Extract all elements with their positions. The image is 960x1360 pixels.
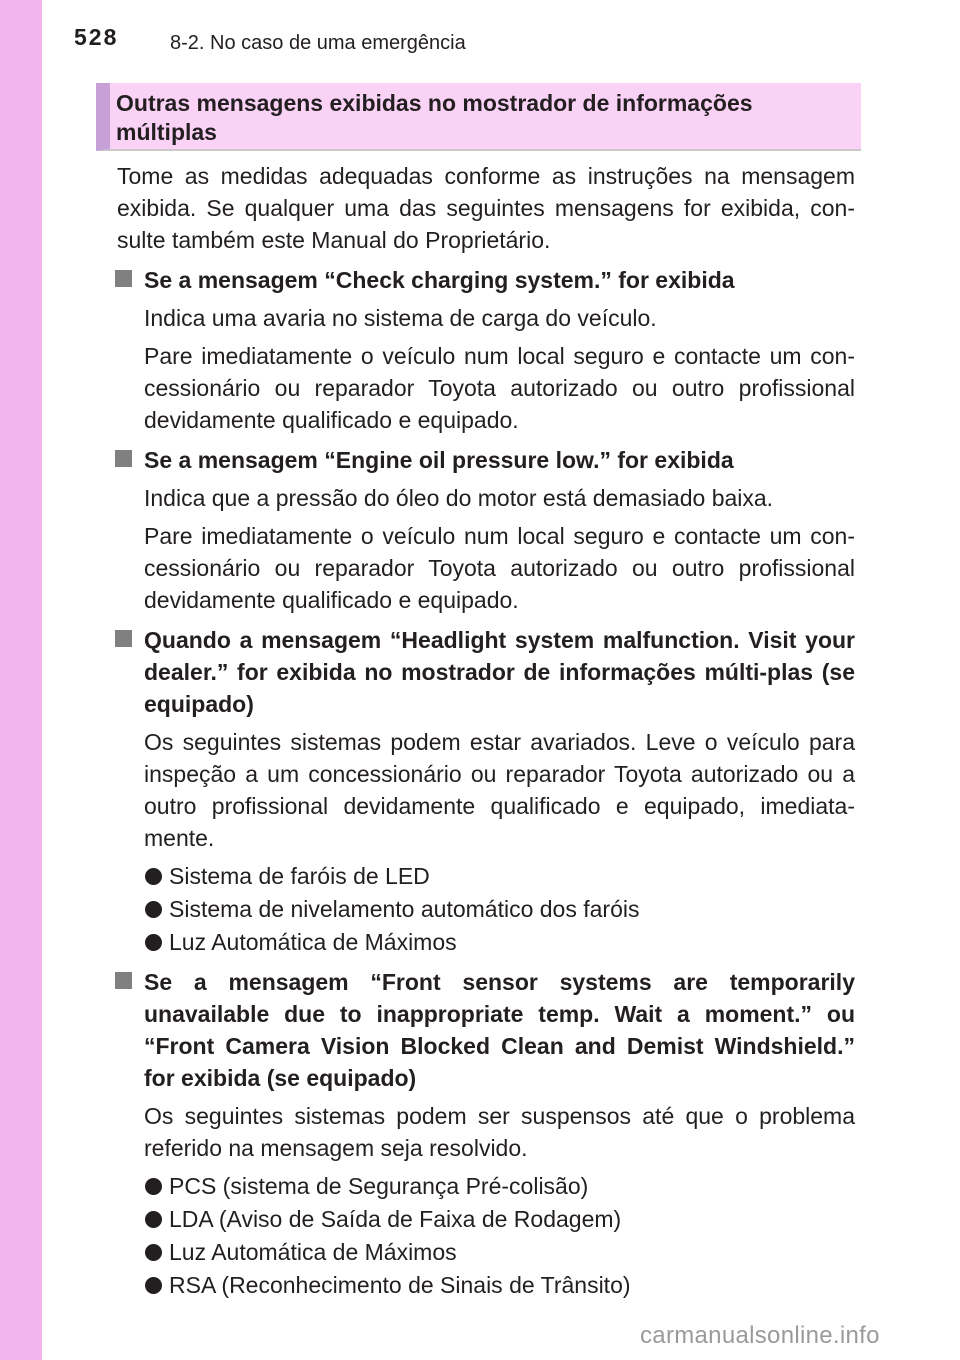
item-paragraph: Os seguintes sistemas podem estar avariados. Leve o veículo para inspeção a um concessionário ou reparador Toyota autorizado ou a outro profissional devidamente qualificado e equipado, imediata-mente. [144, 729, 855, 851]
item-paragraph: Os seguintes sistemas podem ser suspensos até que o problema referido na mensagem seja resolvido. [144, 1103, 855, 1161]
item-paragraph: Indica uma avaria no sistema de carga do veículo. [144, 305, 657, 331]
message-item [117, 966, 855, 1301]
item-heading-text: Se a mensagem “Check charging system.” for exibida [144, 267, 735, 293]
intro-paragraph: Tome as medidas adequadas conforme as instruções na mensagem exibida. Se qualquer uma das seguintes mensagens for exibida, con-sulte também este Manual do Proprietário. [117, 163, 855, 253]
round-bullet-icon [145, 1178, 162, 1195]
watermark-text: carmanualsonline.info [640, 1322, 880, 1349]
list-item [117, 1170, 855, 1202]
square-bullet-icon [115, 270, 132, 287]
round-bullet-icon [145, 934, 162, 951]
message-item [117, 624, 855, 958]
item-heading [117, 966, 855, 1094]
message-item [117, 444, 855, 616]
section-title: Outras mensagens exibidas no mostrador de informações múltiplas [116, 90, 753, 145]
item-paragraph: Pare imediatamente o veículo num local seguro e contacte um con-cessionário ou reparador Toyota autorizado ou outro profissional devidamente qualificado e equipado. [144, 523, 855, 613]
list-item [117, 926, 855, 958]
message-item [117, 264, 855, 436]
item-heading [117, 624, 855, 720]
list-item-text: Luz Automática de Máximos [169, 1239, 457, 1265]
item-heading [117, 264, 855, 296]
square-bullet-icon [115, 630, 132, 647]
item-paragraph: Indica que a pressão do óleo do motor está demasiado baixa. [144, 485, 774, 511]
list-item [117, 1236, 855, 1268]
list-item-text: Luz Automática de Máximos [169, 929, 457, 955]
list-item [117, 1203, 855, 1235]
list-item [117, 893, 855, 925]
item-heading-text: Se a mensagem “Front sensor systems are temporarily unavailable due to inappropriate temp. Wait a moment.” ou “Front Camera Vision Blocked Clean and Demist Windshield.” for exibida (se equipado) [144, 969, 855, 1091]
list-item-text: LDA (Aviso de Saída de Faixa de Rodagem) [169, 1206, 622, 1232]
list-item-text: PCS (sistema de Segurança Pré-colisão) [169, 1173, 589, 1199]
side-tab-bar [0, 0, 42, 1360]
list-item [117, 860, 855, 892]
list-item-text: RSA (Reconhecimento de Sinais de Trânsito) [169, 1272, 631, 1298]
item-heading-text: Quando a mensagem “Headlight system malfunction. Visit your dealer.” for exibida no mostrador de informações múlti-plas (se equipado) [144, 627, 855, 717]
round-bullet-icon [145, 1277, 162, 1294]
list-item-text: Sistema de faróis de LED [169, 863, 430, 889]
page-content [117, 160, 855, 1309]
item-paragraph: Pare imediatamente o veículo num local seguro e contacte um con-cessionário ou reparador Toyota autorizado ou outro profissional devidamente qualificado e equipado. [144, 343, 855, 433]
chapter-title: 8-2. No caso de uma emergência [170, 32, 466, 54]
round-bullet-icon [145, 1211, 162, 1228]
item-heading [117, 444, 855, 476]
section-header [96, 83, 861, 151]
round-bullet-icon [145, 868, 162, 885]
list-item-text: Sistema de nivelamento automático dos faróis [169, 896, 640, 922]
square-bullet-icon [115, 972, 132, 989]
round-bullet-icon [145, 901, 162, 918]
item-heading-text: Se a mensagem “Engine oil pressure low.” for exibida [144, 447, 734, 473]
square-bullet-icon [115, 450, 132, 467]
page-number: 528 [74, 24, 119, 50]
list-item [117, 1269, 855, 1301]
round-bullet-icon [145, 1244, 162, 1261]
